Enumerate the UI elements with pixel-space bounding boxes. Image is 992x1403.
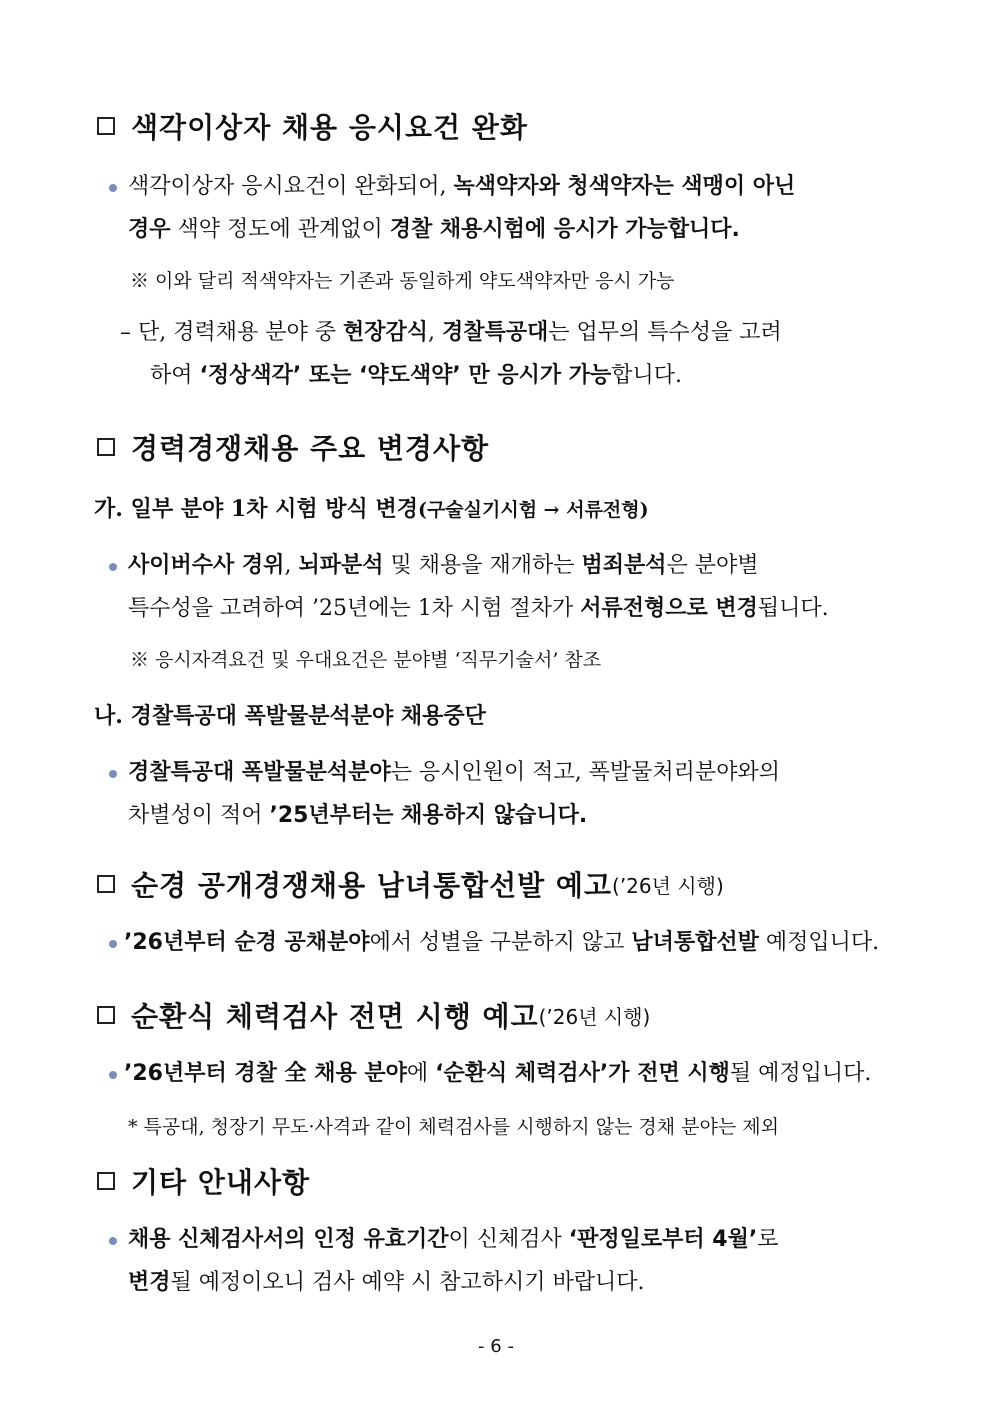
checkbox-square-icon bbox=[97, 875, 115, 893]
section-title: 색각이상자 채용 응시요건 완화 bbox=[131, 111, 528, 144]
emphasis-text: 녹색약자와 청색약자는 색맹이 아닌 bbox=[453, 174, 796, 199]
text-span: 특수성을 고려하여 ’25년에는 1차 시험 절차가 bbox=[128, 596, 581, 621]
text-span: , bbox=[284, 553, 299, 578]
text-span: 및 채용을 재개하는 bbox=[383, 553, 582, 578]
bullet-dot-icon bbox=[109, 940, 117, 948]
note-text: ※ 이와 달리 적색약자는 기존과 동일하게 약도색약자만 응시 가능 bbox=[130, 270, 675, 292]
emphasis-text: 경우 bbox=[128, 217, 171, 242]
emphasis-text: 서류전형으로 변경 bbox=[580, 596, 758, 621]
note-text: ※ 응시자격요건 및 우대요건은 분야별 ‘직무기술서’ 참조 bbox=[130, 649, 602, 671]
paragraph-line bbox=[128, 544, 898, 588]
text-span: 에서 성별을 구분하지 않고 bbox=[369, 930, 632, 955]
paragraph-line bbox=[150, 354, 898, 398]
section-heading-circuit-fitness bbox=[97, 995, 650, 1035]
text-span: 은 분야별 bbox=[666, 553, 759, 578]
text-span: 는 업무의 특수성을 고려 bbox=[548, 320, 782, 345]
emphasis-text: 범죄분석 bbox=[581, 553, 667, 578]
text-span: 될 예정입니다. bbox=[729, 1061, 872, 1086]
section-suffix: (’26년 시행) bbox=[612, 873, 724, 898]
section-heading-career-recruitment bbox=[97, 427, 489, 467]
checkbox-square-icon bbox=[97, 117, 115, 135]
text-span: 로 bbox=[757, 1227, 779, 1252]
section-title: 순환식 체력검사 전면 시행 예고 bbox=[131, 1000, 539, 1033]
section-title: 기타 안내사항 bbox=[131, 1166, 311, 1199]
text-span: 차별성이 적어 bbox=[128, 803, 270, 828]
bullet-dot-icon bbox=[109, 770, 117, 778]
emphasis-text: ‘판정일로부터 4월’ bbox=[568, 1227, 758, 1252]
paragraph-line bbox=[128, 165, 898, 209]
emphasis-text: 채용 신체검사서의 인정 유효기간 bbox=[128, 1227, 449, 1252]
text-span: 는 응시인원이 적고, 폭발물처리분야와의 bbox=[390, 760, 780, 785]
emphasis-text: 변경 bbox=[128, 1270, 171, 1295]
emphasis-text: 경찰특공대 bbox=[442, 320, 549, 345]
section-heading-gender-integration bbox=[97, 864, 724, 904]
bullet-dot-icon bbox=[109, 1237, 117, 1245]
subheading-text: 가. 일부 분야 1차 시험 방식 변경 bbox=[94, 496, 418, 522]
text-span: 색약 정도에 관계없이 bbox=[170, 217, 390, 242]
section-suffix: (’26년 시행) bbox=[538, 1004, 651, 1029]
emphasis-text: 현장감식 bbox=[342, 320, 428, 345]
paragraph-line bbox=[128, 1218, 898, 1262]
section-heading-other bbox=[97, 1161, 310, 1201]
paragraph-line bbox=[124, 1052, 898, 1096]
checkbox-square-icon bbox=[97, 1006, 115, 1024]
emphasis-text: ‘정상색각’ 또는 ‘약도색약’ 만 응시가 가능 bbox=[199, 363, 612, 388]
bullet-dot-icon bbox=[109, 1071, 117, 1079]
page-number: - 6 - bbox=[478, 1336, 514, 1357]
bullet-dot-icon bbox=[109, 563, 117, 571]
text-span: 색각이상자 응시요건이 완화되어, bbox=[128, 174, 454, 199]
text-span: 합니다. bbox=[611, 363, 683, 388]
emphasis-text: 사이버수사 경위 bbox=[128, 553, 285, 578]
emphasis-text: 남녀통합선발 bbox=[631, 930, 759, 955]
text-span: 될 예정이오니 검사 예약 시 참고하시기 바랍니다. bbox=[170, 1270, 645, 1295]
text-span: 됩니다. bbox=[757, 596, 829, 621]
text-span: 예정입니다. bbox=[758, 930, 880, 955]
paragraph-line bbox=[124, 921, 898, 965]
subheading-ga bbox=[94, 492, 649, 523]
bullet-dot-icon bbox=[109, 184, 117, 192]
text-span: 에 bbox=[406, 1061, 436, 1086]
emphasis-text: ‘순환식 체력검사’가 전면 시행 bbox=[435, 1061, 730, 1086]
section-heading-color-vision bbox=[97, 106, 528, 146]
checkbox-square-icon bbox=[97, 1172, 115, 1190]
paragraph-line bbox=[128, 751, 898, 795]
text-span: , bbox=[428, 320, 442, 345]
paragraph-line bbox=[128, 587, 898, 631]
emphasis-text: ’26년부터 경찰 全 채용 분야 bbox=[124, 1061, 407, 1086]
subheading-suffix: (구술실기시험 → 서류전형) bbox=[417, 499, 649, 521]
paragraph-line bbox=[128, 208, 898, 252]
paragraph-line bbox=[128, 794, 898, 838]
emphasis-text: 경찰특공대 폭발물분석분야 bbox=[128, 760, 391, 785]
section-title: 순경 공개경쟁채용 남녀통합선발 예고 bbox=[131, 869, 613, 902]
emphasis-text: ’25년부터는 채용하지 않습니다. bbox=[269, 803, 588, 828]
section-title: 경력경쟁채용 주요 변경사항 bbox=[131, 432, 490, 465]
text-span: 하여 bbox=[150, 363, 200, 388]
paragraph-line bbox=[128, 1261, 898, 1305]
subheading-na: 나. 경찰특공대 폭발물분석분야 채용중단 bbox=[94, 703, 486, 729]
checkbox-square-icon bbox=[97, 438, 115, 456]
emphasis-text: 경찰 채용시험에 응시가 가능합니다. bbox=[389, 217, 740, 242]
emphasis-text: 뇌파분석 bbox=[298, 553, 384, 578]
note-text: * 특공대, 청장기 무도·사격과 같이 체력검사를 시행하지 않는 경채 분야는 제외 bbox=[128, 1116, 779, 1138]
emphasis-text: ’26년부터 순경 공채분야 bbox=[124, 930, 370, 955]
text-span: 이 신체검사 bbox=[448, 1227, 569, 1252]
text-span: – 단, 경력채용 분야 중 bbox=[120, 320, 343, 345]
paragraph-line bbox=[120, 311, 898, 355]
